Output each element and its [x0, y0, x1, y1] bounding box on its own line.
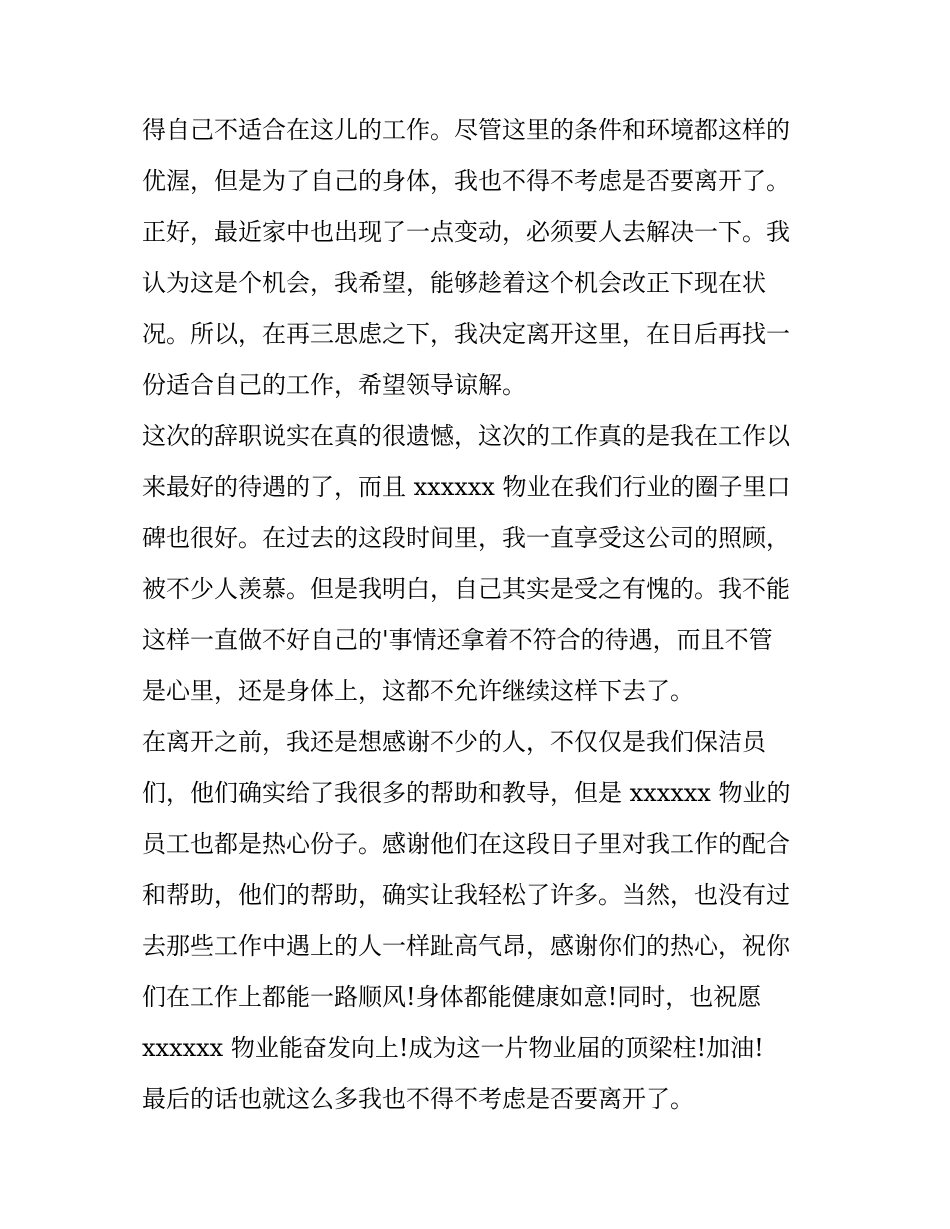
letter-body: [142, 105, 822, 1125]
text-line: 员工也都是热心份子。感谢他们在这段日子里对我工作的配合: [142, 830, 790, 858]
text-line: 这样一直做不好自己的'事情还拿着不符合的待遇，而且不管: [142, 626, 773, 654]
text-line: 这次的辞职说实在真的很遗憾，这次的工作真的是我在工作以: [142, 422, 790, 450]
text-line: 优渥，但是为了自己的身体，我也不得不考虑是否要离开了。: [142, 167, 790, 195]
text-line: xxxxxx 物业能奋发向上!成为这一片物业届的顶梁柱!加油!: [142, 1034, 764, 1062]
text-line: 们在工作上都能一路顺风!身体都能健康如意!同时，也祝愿: [142, 983, 762, 1011]
text-line: 得自己不适合在这儿的工作。尽管这里的条件和环境都这样的: [142, 116, 790, 144]
text-line: 是心里，还是身体上，这都不允许继续这样下去了。: [142, 677, 694, 705]
text-line: 在离开之前，我还是想感谢不少的人，不仅仅是我们保洁员: [142, 728, 766, 756]
text-line: 份适合自己的工作，希望领导谅解。: [142, 371, 526, 399]
text-line: 认为这是个机会，我希望，能够趁着这个机会改正下现在状: [142, 269, 766, 297]
text-line: 况。所以，在再三思虑之下，我决定离开这里，在日后再找一: [142, 320, 790, 348]
text-line: 们，他们确实给了我很多的帮助和教导，但是 xxxxxx 物业的: [142, 779, 791, 807]
text-line: 去那些工作中遇上的人一样趾高气昂，感谢你们的热心，祝你: [142, 932, 790, 960]
text-line: 碑也很好。在过去的这段时间里，我一直享受这公司的照顾，: [142, 524, 790, 552]
text-line: 被不少人羡慕。但是我明白，自己其实是受之有愧的。我不能: [142, 575, 790, 603]
text-line: 正好，最近家中也出现了一点变动，必须要人去解决一下。我: [142, 218, 790, 246]
text-line: 最后的话也就这么多我也不得不考虑是否要离开了。: [142, 1085, 694, 1113]
text-line: 和帮助，他们的帮助，确实让我轻松了许多。当然，也没有过: [142, 881, 790, 909]
text-line: 来最好的待遇的了，而且 xxxxxx 物业在我们行业的圈子里口: [142, 473, 791, 501]
